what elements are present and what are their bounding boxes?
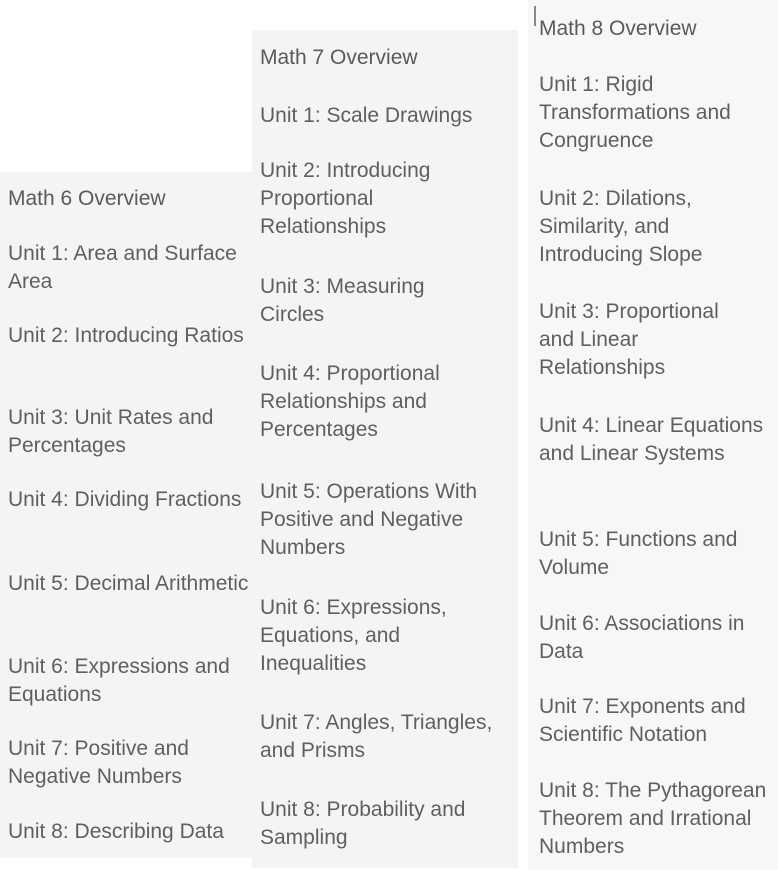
math7-unit-3[interactable]: Unit 3: Measuring Circles bbox=[260, 275, 425, 326]
math8-unit-1[interactable]: Unit 1: Rigid Transformations and Congruence bbox=[539, 73, 731, 152]
math6-unit-2[interactable]: Unit 2: Introducing Ratios bbox=[8, 324, 244, 347]
math8-unit-2[interactable]: Unit 2: Dilations, Similarity, and Introducing Slope bbox=[539, 187, 703, 266]
math6-overview-link[interactable]: Math 6 Overview bbox=[8, 187, 166, 210]
math7-unit-6[interactable]: Unit 6: Expressions, Equations, and Inequalities bbox=[260, 596, 447, 675]
math7-unit-7[interactable]: Unit 7: Angles, Triangles, and Prisms bbox=[260, 711, 493, 762]
math8-unit-7[interactable]: Unit 7: Exponents and Scientific Notation bbox=[539, 695, 746, 746]
math6-unit-1[interactable]: Unit 1: Area and Surface Area bbox=[8, 242, 237, 293]
math7-unit-4[interactable]: Unit 4: Proportional Relationships and Percentages bbox=[260, 362, 440, 441]
menu-divider bbox=[534, 6, 536, 26]
math7-unit-5[interactable]: Unit 5: Operations With Positive and Negative Numbers bbox=[260, 480, 478, 559]
math7-unit-2[interactable]: Unit 2: Introducing Proportional Relationships bbox=[260, 159, 431, 238]
math6-unit-6[interactable]: Unit 6: Expressions and Equations bbox=[8, 655, 230, 706]
math7-unit-8[interactable]: Unit 8: Probability and Sampling bbox=[260, 798, 466, 849]
math8-unit-8[interactable]: Unit 8: The Pythagorean Theorem and Irrational Numbers bbox=[539, 779, 767, 858]
math6-unit-8[interactable]: Unit 8: Describing Data bbox=[8, 820, 224, 843]
math8-unit-3[interactable]: Unit 3: Proportional and Linear Relationships bbox=[539, 300, 719, 379]
math8-unit-4[interactable]: Unit 4: Linear Equations and Linear Systems bbox=[539, 414, 764, 465]
math8-overview-link[interactable]: Math 8 Overview bbox=[539, 17, 697, 40]
math7-overview-link[interactable]: Math 7 Overview bbox=[260, 46, 418, 69]
math6-unit-5[interactable]: Unit 5: Decimal Arithmetic bbox=[8, 572, 249, 595]
math8-unit-6[interactable]: Unit 6: Associations in Data bbox=[539, 612, 745, 663]
math6-unit-7[interactable]: Unit 7: Positive and Negative Numbers bbox=[8, 737, 189, 788]
math7-unit-1[interactable]: Unit 1: Scale Drawings bbox=[260, 104, 473, 127]
math6-column bbox=[8, 185, 250, 213]
math8-unit-5[interactable]: Unit 5: Functions and Volume bbox=[539, 528, 738, 579]
math6-unit-3[interactable]: Unit 3: Unit Rates and Percentages bbox=[8, 406, 214, 457]
math6-unit-4[interactable]: Unit 4: Dividing Fractions bbox=[8, 488, 242, 511]
